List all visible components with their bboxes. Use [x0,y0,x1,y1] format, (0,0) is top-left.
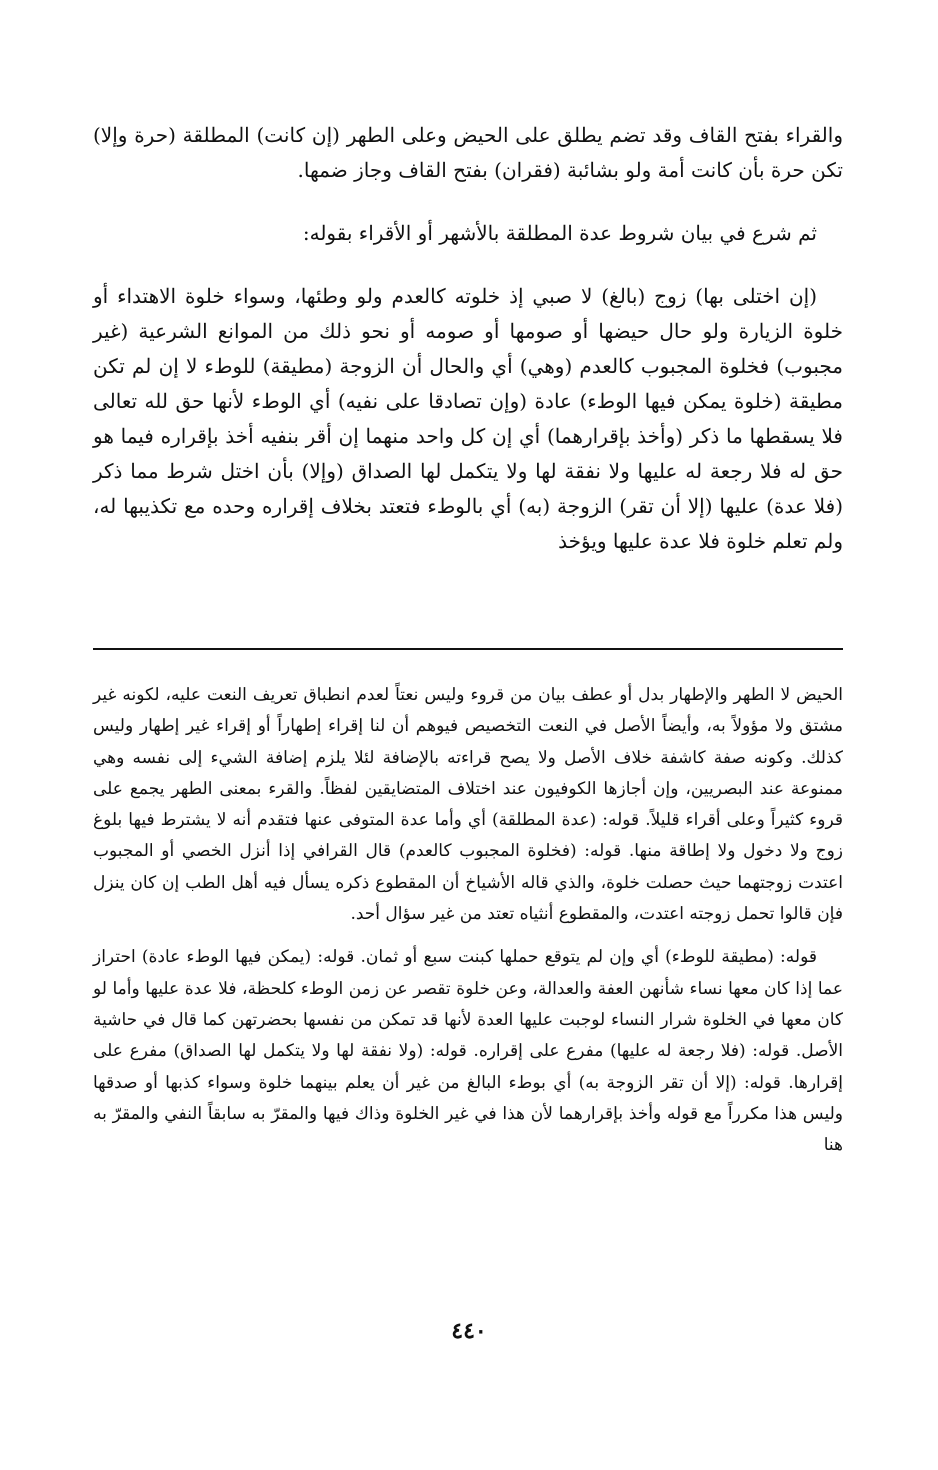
footnote-paragraph-1: الحيض لا الطهر والإطهار بدل أو عطف بيان من قروء وليس نعتاً لعدم انطباق تعريف النعت عليه، لكونه غير مشتق ولا مؤولاً به، وأيضاً الأصل في النعت التخصيص فيوهم أن لنا إقراء إطهاراً أو إقراء غير إطهار وليس كذلك. وكونه صفة كاشفة خلاف الأصل ولا يصح قراءته بالإضافة لئلا يلزم إضافة الشيء إلى نفسه وهي ممنوعة عند البصريين، وإن أجازها الكوفيون عند اختلاف المتضايقين لفظاً. والقرء بمعنى الطهر يجمع على قروء كثيراً وعلى أقراء قليلاً. قوله: (عدة المطلقة) أي وأما عدة المتوفى عنها فتقدم أنه لا يشترط فيها بلوغ زوج ولا دخول ولا إطاقة منها. قوله: (فخلوة المجبوب كالعدم) قال القرافي إذا أنزل الخصي أو المجبوب اعتدت زوجتهما حيث حصلت خلوة، والذي قاله الأشياخ أن المقطوع ذكره يسأل فيه أهل الطب إن كان ينزل فإن قالوا تحمل زوجته اعتدت، والمقطوع أنثياه تعتد من غير سؤال أحد. [93,685,843,925]
page-number: ٤٤٠ [451,1318,487,1344]
footnotes [93,680,843,1161]
footnote-divider [93,648,843,650]
main-paragraph-1: والقراء بفتح القاف وقد تضم يطلق على الحيض وعلى الطهر (إن كانت) المطلقة (حرة وإلا) تكن حرة بأن كانت أمة ولو بشائبة (فقران) بفتح القاف وجاز ضمها. [93,123,843,182]
main-paragraph-2: ثم شرع في بيان شروط عدة المطلقة بالأشهر أو الأقراء بقوله: [302,221,817,245]
main-paragraph-3: (إن اختلى بها) زوج (بالغ) لا صبي إذ خلوته كالعدم ولو وطئها، وسواء خلوة الاهتداء أو خلوة الزيارة ولو حال حيضها أو صومها أو صومه أو نحو ذلك من الموانع الشرعية (غير مجبوب) فخلوة المجبوب كالعدم (وهي) أي والحال أن الزوجة (مطيقة) للوطء لا إن لم تكن مطيقة (خلوة يمكن فيها الوطء) عادة (وإن تصادقا على نفيه) أي الوطء لأنها حق لله تعالى فلا يسقطها ما ذكر (وأخذ بإقرارهما) أي إن كل واحد منهما إن أقر بنفيه أخذ بإقراره فيما هو حق له فلا رجعة له عليها ولا نفقة لها ولا يتكمل لها الصداق (وإلا) بأن اختل شرط مما ذكر (فلا عدة) عليها (إلا أن تقر) الزوجة (به) أي بالوطء فتعتد بخلاف إقراره وحده مع تكذيبها له، ولم تعلم خلوة فلا عدة عليها ويؤخذ [93,284,843,553]
footnote-paragraph-2: قوله: (مطيقة للوطء) أي وإن لم يتوقع حملها كبنت سبع أو ثمان. قوله: (يمكن فيها الوطء عادة) احتراز عما إذا كان معها نساء شأنهن العفة والعدالة، وعن خلوة تقصر عن زمن الوطء كلحظة، فلا عدة عليها وأما لو كان معها في الخلوة شرار النساء لوجبت عليها العدة لأنها قد تمكن من نفسها بحضرتهن كما قال في حاشية الأصل. قوله: (فلا رجعة له عليها) مفرع على إقراره. قوله: (ولا نفقة لها ولا يتكمل لها الصداق) مفرع على إقرارها. قوله: (إلا أن تقر الزوجة به) أي بوطء البالغ من غير أن يعلم بينهما خلوة وسواء كذبها أو صدقها وليس هذا مكرراً مع قوله وأخذ بإقرارهما لأن هذا في غير الخلوة وذاك فيها والمقرّ به سابقاً النفي والمقرّ به هنا [93,947,843,1156]
main-text [93,118,843,559]
